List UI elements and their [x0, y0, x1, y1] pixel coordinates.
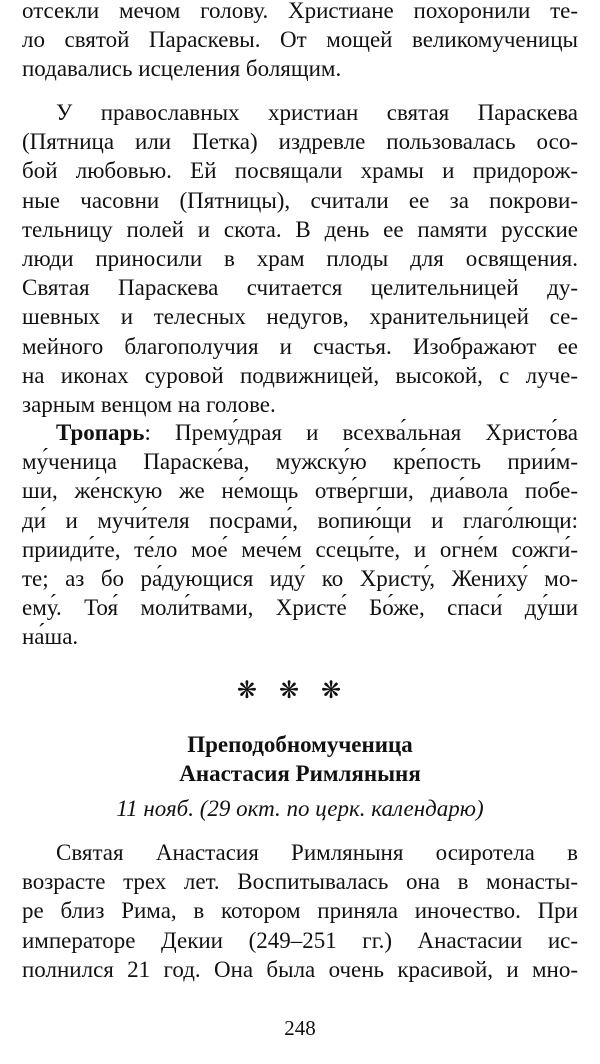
text-line: отсекли мечом голову. Христиане похоронили те-	[22, 0, 578, 23]
ornament-divider: ❋❋❋	[236, 678, 364, 704]
troparion-label: Тропарь	[56, 420, 145, 445]
text-line: императоре Декии (249–251 гг.) Анастасии ис-	[22, 927, 578, 953]
text-line: прииди́те, те́ло мое́ мече́м ссецы́те, и огне́м сожги́-	[22, 536, 578, 562]
paragraph-veneration	[22, 98, 578, 419]
paragraph-end	[22, 0, 578, 84]
section-title-line1: Преподобномученица	[187, 732, 413, 757]
text-line: ре близ Рима, в котором приняла иночество. При	[22, 898, 578, 924]
text-line: шевных и телесных недугов, хранительницей се-	[22, 304, 578, 330]
text-line: возрасте трех лет. Воспитывалась она в монасты-	[22, 869, 578, 895]
section-title-line2: Анастасия Римляныня	[179, 761, 421, 786]
text-line: му́ченица Параске́ва, мужску́ю кре́пость прии́м-	[22, 449, 578, 475]
text-line: бой любовью. Ей посвящали храмы и придорож-	[22, 158, 578, 184]
text-line: мейного благополучия и счастья. Изображают ее	[22, 333, 578, 359]
page-number: 248	[284, 1016, 316, 1040]
text-line: ло святой Параскевы. От мощей великомученицы	[22, 27, 578, 53]
text-line: (Пятница или Петка) издревле пользовалась осо-	[22, 129, 578, 155]
text-line: ные часовни (Пятницы), считали ее за покрови-	[22, 187, 578, 213]
text-line: тельницу полей и скота. В день ее памяти русские	[22, 216, 578, 242]
text-line: люди приносили в храм плоды для освящения.	[22, 245, 578, 271]
text-line: ему́. Тоя́ моли́твами, Христе́ Бо́же, спаси́ ду́ши	[22, 595, 578, 621]
text-line: те; аз бо ра́дующися иду́ ко Христу́, Жениху́ мо-	[22, 565, 578, 591]
troparion	[22, 418, 578, 652]
feast-date: 11 нояб. (29 окт. по церк. календарю)	[116, 796, 484, 821]
troparion-first-line: Тропарь: Прему́драя и всехва́льная Христо́ва	[56, 420, 578, 445]
text-line: на иконах суровой подвижницей, высокой, с луче-	[22, 362, 578, 388]
text-line: полнился 21 год. Она была очень красивой, и мно-	[22, 956, 578, 982]
text-line: Святая Параскева считается целительницей ду-	[22, 275, 578, 301]
text-line: ди́ и мучи́теля посрами́, вопию́щи и глаго́лющи:	[22, 507, 578, 533]
text-line: У православных христиан святая Параскева	[56, 100, 578, 125]
text-line: ши, же́нскую же не́мощь отве́ргши, диа́вола побе-	[22, 478, 578, 504]
paragraph-anastasia	[22, 838, 578, 984]
text-line: на́ша.	[22, 624, 79, 650]
text-line: зарным венцом на голове.	[22, 391, 276, 417]
text-line: подавались исцеления болящим.	[22, 56, 342, 82]
text-line: Святая Анастасия Римляныня осиротела в	[56, 840, 578, 865]
